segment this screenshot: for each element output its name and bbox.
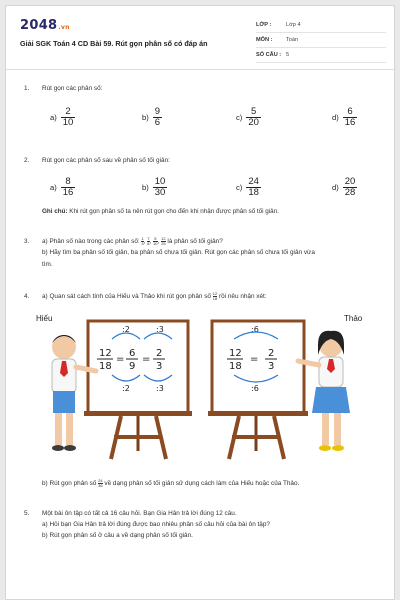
meta-row-count [256,48,386,63]
numerator: 1 [141,236,144,241]
numerator: 24 [98,478,103,483]
q2-option-d [332,172,357,202]
q3-a-prefix: a) Phân số nào trong các phân số: [42,238,140,246]
header [6,6,396,70]
question-number: 3. [24,238,30,245]
question-number: 1. [24,85,30,92]
fraction [246,177,261,198]
option-label: c) [236,112,243,122]
meta-key: MÔN : [256,37,273,43]
fraction [61,177,76,198]
name-hieu: Hiếu [36,314,53,323]
q1-option-b [142,102,162,132]
option-label: d) [332,182,339,192]
question-number: 5. [24,510,30,517]
op-bottom-1: :2 [122,384,130,393]
q2-option-a [50,172,75,202]
fraction [153,177,168,198]
small-fraction [213,292,217,301]
fraction [343,177,358,198]
denominator: 25 [161,241,166,246]
easel-left [84,321,192,459]
numerator: 20 [344,175,356,187]
small-fraction [153,237,157,246]
op-top-1: :2 [122,325,130,334]
frac-num-3: 2 [156,348,163,359]
option-label: a) [50,112,57,122]
q5-line1: Một bài ôn tập có tất cả 16 câu hỏi. Bạn Gia Hân trả lời đúng 12 câu. [42,510,237,517]
name-thao: Thảo [344,314,363,323]
q2-options [36,172,366,202]
numerator: 5 [250,105,257,117]
op-bottom-2: :3 [156,384,164,393]
denominator: 6 [154,116,161,128]
meta-value: Lớp 4 [286,22,301,28]
denominator: 16 [344,116,356,128]
small-fraction [98,479,102,488]
meta-value: 5 [286,52,290,58]
equals: = [142,354,151,365]
site-logo[interactable] [20,18,70,33]
equals: = [250,354,259,365]
numerator: 12 [212,291,218,296]
option-label: a) [50,182,57,192]
q3-part-a: a) Phân số nào trong các phân số: $\frac{1}{4}$ , $\frac{7}{8}$ , $\frac{5}{10}$ , $\frac{12}{25}$ là phân số tối giản? [42,236,223,246]
question-text [42,292,382,301]
op-top: :6 [251,325,259,334]
q3-a-suffix: là phân số tối giản? [167,238,223,246]
q4-b-suffix: về dạng phân số tối giản sử dụng cách làm của Hiếu hoặc của Thảo. [104,480,300,488]
q3-part-b-line1: b) Hãy tìm ba phân số tối giản, ba phân số chưa tối giản. Rút gọn các phân số chưa tối giản vừa [42,249,315,257]
denominator: 20 [248,116,259,128]
small-fraction [161,237,165,246]
logo-text: 2048 [20,18,58,33]
denominator: 36 [98,483,103,488]
option-label: c) [236,182,243,192]
q2-note [42,208,279,215]
option-label: b) [142,112,149,122]
girl-thao-figure [298,314,363,451]
question-text: Rút gọn các phân số sau về phân số tối giản: [42,157,170,164]
q1-option-c [236,102,261,132]
q1-options [36,102,366,132]
denominator: 4 [141,241,144,246]
small-fraction [141,237,143,246]
numerator: 24 [248,175,259,187]
denominator: 10 [62,116,74,128]
meta-key: SỐ CÂU : [256,52,282,58]
op-top-2: :3 [156,325,164,334]
denominator: 18 [248,186,259,198]
question-number: 4. [24,293,30,300]
denominator: 28 [344,186,356,198]
q4-a-prefix: a) Quan sát cách tính của Hiếu và Thảo khi rút gọn phân số [42,293,211,301]
numerator: 7 [147,236,150,241]
question-text [42,237,382,269]
denominator: 18 [212,296,218,301]
frac-num-1: 12 [99,348,112,359]
illustration-hieu-thao [26,311,376,466]
frac-den-1: 18 [229,361,242,372]
fraction [153,107,162,128]
question-number: 2. [24,157,30,164]
numerator: 5 [154,236,157,241]
meta-row-class [256,18,386,33]
numerator: 10 [154,175,166,187]
q5-line3: b) Rút gọn phân số ở câu a về dạng phân số tối giản. [42,532,193,539]
frac-den-1: 18 [99,361,112,372]
frac-den-2: 9 [129,361,136,372]
numerator: 8 [65,175,71,187]
meta-row-subject [256,33,386,48]
page-title: Giải SGK Toán 4 CD Bài 59. Rút gọn phân số có đáp án [20,39,208,48]
q4-b-prefix: b) Rút gọn phân số [42,480,97,488]
denominator: 10 [153,241,158,246]
op-bottom: :6 [251,384,259,393]
note-text: Khi rút gọn phân số ta nên rút gọn cho đến khi nhận được phân số tối giản. [69,208,279,215]
frac-num-2: 2 [268,348,275,359]
fraction [61,107,76,128]
frac-den-3: 3 [156,361,163,372]
denominator: 8 [147,241,150,246]
numerator: 9 [154,105,161,117]
q1-option-d [332,102,357,132]
fraction [343,107,358,128]
worksheet-page [5,5,395,600]
numerator: 2 [65,105,71,117]
option-label: d) [332,112,339,122]
frac-den-2: 3 [268,361,275,372]
meta-table [256,18,386,63]
meta-key: LỚP : [256,22,272,28]
question-text: Rút gọn các phân số: [42,85,103,92]
option-label: b) [142,182,149,192]
note-label: Ghi chú: [42,208,68,215]
frac-num-2: 6 [129,348,136,359]
q1-option-a [50,102,75,132]
logo-suffix: .vn [58,24,70,31]
question-text [42,479,382,488]
numerator: 12 [161,236,166,241]
equals: = [116,354,125,365]
question-text [42,509,382,540]
q2-option-c [236,172,261,202]
frac-num-1: 12 [229,348,242,359]
q3-part-b-line2: tìm. [42,261,53,269]
fraction [246,107,261,128]
q2-option-b [142,172,167,202]
q4-a-suffix: rồi nêu nhận xét: [219,293,267,301]
meta-value: Toán [286,37,299,43]
denominator: 16 [62,186,74,198]
q5-line2: a) Hỏi bạn Gia Hân trả lời đúng được bao nhiêu phân số câu hỏi của bài ôn tập? [42,521,270,528]
numerator: 6 [347,105,353,117]
denominator: 30 [154,186,166,198]
small-fraction [147,237,149,246]
